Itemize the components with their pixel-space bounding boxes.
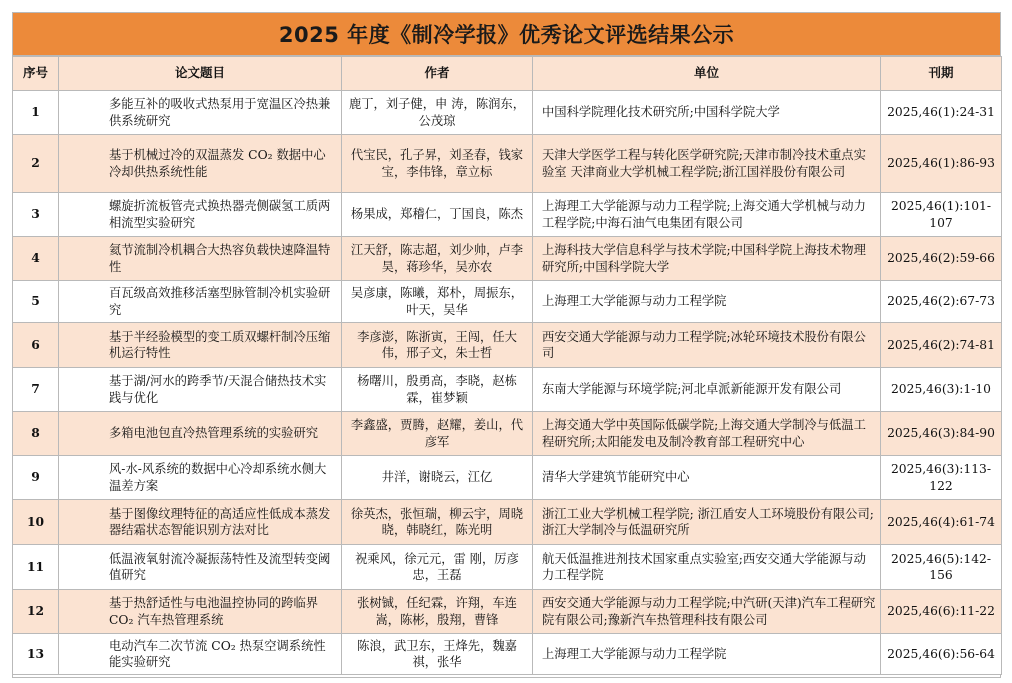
row-no: 8 <box>13 412 59 456</box>
table-row <box>13 456 1002 500</box>
row-issue: 2025,46(1):86-93 <box>881 135 1002 193</box>
row-no: 4 <box>13 237 59 281</box>
row-issue: 2025,46(2):59-66 <box>881 237 1002 281</box>
row-issue: 2025,46(5):142-156 <box>881 545 1002 590</box>
table-row <box>13 135 1002 193</box>
row-authors: 徐英杰，张恒瑞，柳云宇，周晓晓，韩晓红，陈光明 <box>342 500 533 545</box>
row-unit: 中国科学院理化技术研究所;中国科学院大学 <box>533 91 881 135</box>
row-unit: 东南大学能源与环境学院;河北卓派新能源开发有限公司 <box>533 368 881 412</box>
table-row <box>13 193 1002 237</box>
row-no: 2 <box>13 135 59 193</box>
row-paper-title: 基于热舒适性与电池温控协同的跨临界 CO₂ 汽车热管理系统 <box>59 590 342 634</box>
row-authors: 祝乘风，徐元元，雷 刚，厉彦忠，王磊 <box>342 545 533 590</box>
row-authors: 代宝民，孔子昇，刘圣春，钱家宝，李伟锋，章立标 <box>342 135 533 193</box>
row-no: 7 <box>13 368 59 412</box>
table-row <box>13 323 1002 368</box>
table-row <box>13 634 1002 675</box>
row-authors: 江天舒，陈志超，刘少帅，卢李昊，蒋珍华，吴亦农 <box>342 237 533 281</box>
table-header-row <box>13 57 1002 91</box>
row-paper-title: 基于半经验模型的变工质双螺杆制冷压缩机运行特性 <box>59 323 342 368</box>
row-unit: 上海理工大学能源与动力工程学院 <box>533 281 881 323</box>
row-paper-title: 多能互补的吸收式热泵用于宽温区冷热兼供系统研究 <box>59 91 342 135</box>
row-authors: 张树铖，任纪霖，许翔，车连嵩，陈彬，殷翔，曹锋 <box>342 590 533 634</box>
row-unit: 天津大学医学工程与转化医学研究院;天津市制冷技术重点实验室 天津商业大学机械工程学院;浙江国祥股份有限公司 <box>533 135 881 193</box>
row-unit: 清华大学建筑节能研究中心 <box>533 456 881 500</box>
results-table <box>12 56 1002 675</box>
row-no: 6 <box>13 323 59 368</box>
table-row <box>13 237 1002 281</box>
row-authors: 李鑫盛，贾腾，赵耀，姜山，代彦军 <box>342 412 533 456</box>
row-authors: 杨曙川，殷勇高，李晓，赵栋霖，崔梦颖 <box>342 368 533 412</box>
row-no: 5 <box>13 281 59 323</box>
header-issue: 刊期 <box>881 57 1002 91</box>
row-issue: 2025,46(6):56-64 <box>881 634 1002 675</box>
row-issue: 2025,46(3):84-90 <box>881 412 1002 456</box>
header-no: 序号 <box>13 57 59 91</box>
row-authors: 鹿丁，刘子健，申 涛，陈润东，公茂琼 <box>342 91 533 135</box>
row-unit: 上海交通大学中英国际低碳学院;上海交通大学制冷与低温工程研究所;太阳能发电及制冷教育部工程研究中心 <box>533 412 881 456</box>
row-unit: 上海理工大学能源与动力工程学院;上海交通大学机械与动力工程学院;中海石油气电集团有限公司 <box>533 193 881 237</box>
row-unit: 西安交通大学能源与动力工程学院;冰轮环境技术股份有限公司 <box>533 323 881 368</box>
table-row <box>13 281 1002 323</box>
row-authors: 杨果成，郑稽仁，丁国良，陈杰 <box>342 193 533 237</box>
table-row <box>13 412 1002 456</box>
row-issue: 2025,46(1):101-107 <box>881 193 1002 237</box>
row-issue: 2025,46(3):113-122 <box>881 456 1002 500</box>
row-paper-title: 电动汽车二次节流 CO₂ 热泵空调系统性能实验研究 <box>59 634 342 675</box>
table-row <box>13 368 1002 412</box>
header-paper: 论文题目 <box>59 57 342 91</box>
row-paper-title: 百瓦级高效推移活塞型脉管制冷机实验研究 <box>59 281 342 323</box>
header-unit: 单位 <box>533 57 881 91</box>
row-paper-title: 氦节流制冷机耦合大热容负载快速降温特性 <box>59 237 342 281</box>
row-authors: 陈浪，武卫东，王烽先，魏嘉祺，张华 <box>342 634 533 675</box>
row-no: 9 <box>13 456 59 500</box>
table-row <box>13 500 1002 545</box>
row-issue: 2025,46(2):67-73 <box>881 281 1002 323</box>
row-unit: 上海科技大学信息科学与技术学院;中国科学院上海技术物理研究所;中国科学院大学 <box>533 237 881 281</box>
row-unit: 上海理工大学能源与动力工程学院 <box>533 634 881 675</box>
row-issue: 2025,46(3):1-10 <box>881 368 1002 412</box>
table-row <box>13 590 1002 634</box>
row-issue: 2025,46(4):61-74 <box>881 500 1002 545</box>
row-paper-title: 基于湖/河水的跨季节/天混合储热技术实践与优化 <box>59 368 342 412</box>
page-title: 2025 年度《制冷学报》优秀论文评选结果公示 <box>12 12 1001 56</box>
row-issue: 2025,46(1):24-31 <box>881 91 1002 135</box>
row-no: 3 <box>13 193 59 237</box>
row-unit: 航天低温推进剂技术国家重点实验室;西安交通大学能源与动力工程学院 <box>533 545 881 590</box>
row-paper-title: 多箱电池包直冷热管理系统的实验研究 <box>59 412 342 456</box>
row-paper-title: 基于机械过冷的双温蒸发 CO₂ 数据中心冷却供热系统性能 <box>59 135 342 193</box>
row-issue: 2025,46(6):11-22 <box>881 590 1002 634</box>
row-paper-title: 低温液氧射流冷凝振荡特性及流型转变阈值研究 <box>59 545 342 590</box>
table-row <box>13 91 1002 135</box>
row-no: 11 <box>13 545 59 590</box>
row-paper-title: 螺旋折流板管壳式换热器壳侧碳氢工质两相流型实验研究 <box>59 193 342 237</box>
row-paper-title: 基于图像纹理特征的高适应性低成本蒸发器结霜状态智能识别方法对比 <box>59 500 342 545</box>
row-issue: 2025,46(2):74-81 <box>881 323 1002 368</box>
row-unit: 浙江工业大学机械工程学院; 浙江盾安人工环境股份有限公司;浙江大学制冷与低温研究所 <box>533 500 881 545</box>
header-authors: 作者 <box>342 57 533 91</box>
table-row <box>13 545 1002 590</box>
row-no: 13 <box>13 634 59 675</box>
row-authors: 井洋，谢晓云，江亿 <box>342 456 533 500</box>
row-unit: 西安交通大学能源与动力工程学院;中汽研(天津)汽车工程研究院有限公司;豫新汽车热管理科技有限公司 <box>533 590 881 634</box>
row-no: 1 <box>13 91 59 135</box>
row-authors: 李彦澎，陈浙寅，王闯，任大伟，邢子文，朱士哲 <box>342 323 533 368</box>
row-paper-title: 风-水-风系统的数据中心冷却系统水侧大温差方案 <box>59 456 342 500</box>
row-authors: 吴彦康，陈曦，郑朴，周振东，叶天，吴华 <box>342 281 533 323</box>
row-no: 12 <box>13 590 59 634</box>
row-no: 10 <box>13 500 59 545</box>
